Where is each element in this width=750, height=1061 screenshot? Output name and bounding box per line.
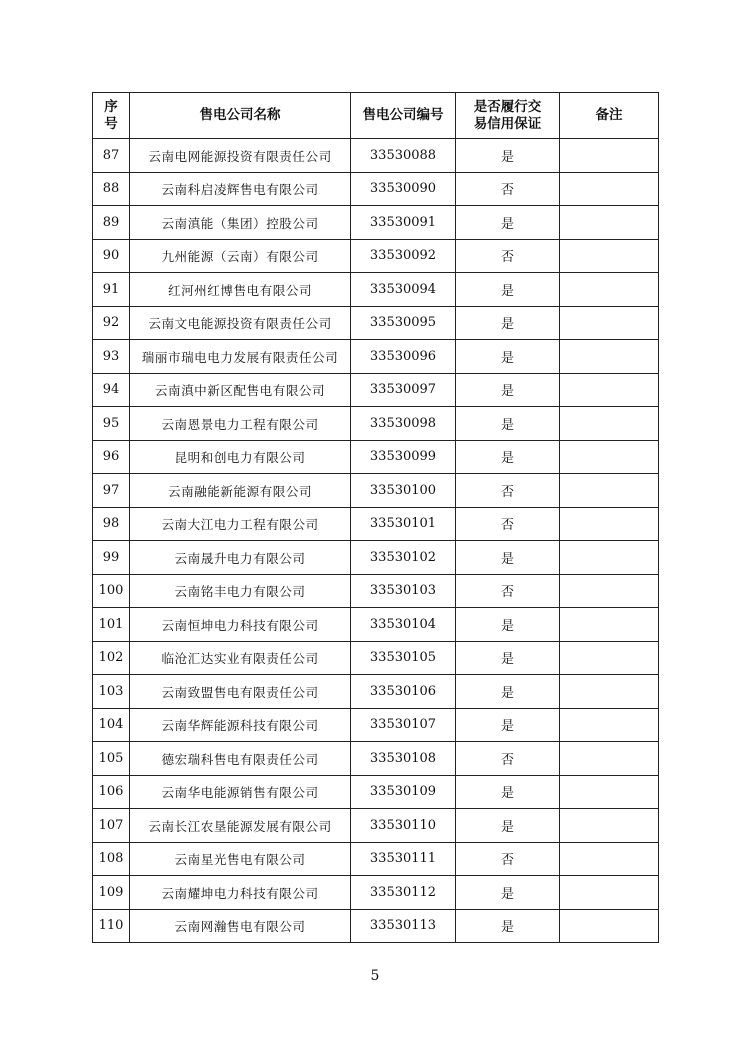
- cell-note: [560, 876, 659, 910]
- cell-name: 瑞丽市瑞电电力发展有限责任公司: [130, 340, 351, 374]
- cell-note: [560, 139, 659, 173]
- cell-no: 97: [93, 474, 130, 508]
- cell-no: 95: [93, 407, 130, 441]
- cell-note: [560, 842, 659, 876]
- cell-guarantee: 是: [456, 206, 560, 240]
- cell-code: 33530103: [351, 574, 456, 608]
- cell-guarantee: 是: [456, 541, 560, 575]
- cell-note: [560, 742, 659, 776]
- cell-name: 云南文电能源投资有限责任公司: [130, 306, 351, 340]
- cell-no: 108: [93, 842, 130, 876]
- cell-guarantee: 是: [456, 407, 560, 441]
- cell-name: 云南致盟售电有限责任公司: [130, 675, 351, 709]
- cell-name: 云南铭丰电力有限公司: [130, 574, 351, 608]
- cell-guarantee: 是: [456, 876, 560, 910]
- table-row: [93, 306, 659, 340]
- cell-guarantee: 是: [456, 273, 560, 307]
- cell-guarantee: 是: [456, 708, 560, 742]
- cell-no: 102: [93, 641, 130, 675]
- cell-name: 云南电网能源投资有限责任公司: [130, 139, 351, 173]
- cell-note: [560, 340, 659, 374]
- cell-code: 33530092: [351, 239, 456, 273]
- table-row: [93, 641, 659, 675]
- cell-name: 临沧汇达实业有限责任公司: [130, 641, 351, 675]
- cell-code: 33530098: [351, 407, 456, 441]
- cell-no: 99: [93, 541, 130, 575]
- cell-no: 90: [93, 239, 130, 273]
- cell-note: [560, 608, 659, 642]
- cell-no: 101: [93, 608, 130, 642]
- cell-no: 110: [93, 909, 130, 943]
- header-code: 售电公司编号: [351, 93, 456, 139]
- cell-note: [560, 273, 659, 307]
- cell-note: [560, 909, 659, 943]
- table-row: [93, 373, 659, 407]
- cell-no: 87: [93, 139, 130, 173]
- cell-guarantee: 否: [456, 574, 560, 608]
- cell-name: 九州能源（云南）有限公司: [130, 239, 351, 273]
- cell-note: [560, 206, 659, 240]
- cell-name: 云南恒坤电力科技有限公司: [130, 608, 351, 642]
- table-row: [93, 675, 659, 709]
- cell-no: 98: [93, 507, 130, 541]
- cell-code: 33530088: [351, 139, 456, 173]
- cell-name: 云南晟升电力有限公司: [130, 541, 351, 575]
- cell-no: 94: [93, 373, 130, 407]
- cell-no: 88: [93, 172, 130, 206]
- cell-code: 33530094: [351, 273, 456, 307]
- cell-guarantee: 是: [456, 675, 560, 709]
- cell-code: 33530100: [351, 474, 456, 508]
- table-row: [93, 407, 659, 441]
- table-row: [93, 273, 659, 307]
- cell-no: 96: [93, 440, 130, 474]
- table-row: [93, 876, 659, 910]
- cell-guarantee: 是: [456, 909, 560, 943]
- cell-code: 33530091: [351, 206, 456, 240]
- table-row: [93, 474, 659, 508]
- cell-guarantee: 是: [456, 306, 560, 340]
- cell-note: [560, 775, 659, 809]
- cell-no: 92: [93, 306, 130, 340]
- cell-guarantee: 是: [456, 139, 560, 173]
- cell-guarantee: 否: [456, 474, 560, 508]
- cell-guarantee: 否: [456, 742, 560, 776]
- cell-name: 云南科启凌辉售电有限公司: [130, 172, 351, 206]
- cell-note: [560, 373, 659, 407]
- cell-name: 云南星光售电有限公司: [130, 842, 351, 876]
- cell-name: 云南耀坤电力科技有限公司: [130, 876, 351, 910]
- cell-name: 德宏瑞科售电有限责任公司: [130, 742, 351, 776]
- cell-guarantee: 是: [456, 641, 560, 675]
- table-row: [93, 775, 659, 809]
- cell-name: 云南网瀚售电有限公司: [130, 909, 351, 943]
- cell-guarantee: 是: [456, 775, 560, 809]
- cell-name: 云南滇中新区配售电有限公司: [130, 373, 351, 407]
- cell-code: 33530112: [351, 876, 456, 910]
- table-header-row: [93, 93, 659, 139]
- table-row: [93, 842, 659, 876]
- cell-code: 33530090: [351, 172, 456, 206]
- cell-code: 33530106: [351, 675, 456, 709]
- cell-code: 33530113: [351, 909, 456, 943]
- cell-no: 104: [93, 708, 130, 742]
- cell-name: 红河州红博售电有限公司: [130, 273, 351, 307]
- table-row: [93, 340, 659, 374]
- cell-note: [560, 541, 659, 575]
- table-row: [93, 239, 659, 273]
- cell-code: 33530104: [351, 608, 456, 642]
- cell-note: [560, 675, 659, 709]
- cell-code: 33530108: [351, 742, 456, 776]
- cell-guarantee: 是: [456, 608, 560, 642]
- cell-code: 33530110: [351, 809, 456, 843]
- cell-code: 33530111: [351, 842, 456, 876]
- cell-no: 107: [93, 809, 130, 843]
- cell-no: 103: [93, 675, 130, 709]
- cell-note: [560, 474, 659, 508]
- cell-name: 云南恩景电力工程有限公司: [130, 407, 351, 441]
- cell-no: 89: [93, 206, 130, 240]
- table-row: [93, 206, 659, 240]
- cell-note: [560, 507, 659, 541]
- table-row: [93, 139, 659, 173]
- cell-name: 云南融能新能源有限公司: [130, 474, 351, 508]
- table-row: [93, 909, 659, 943]
- cell-code: 33530109: [351, 775, 456, 809]
- cell-guarantee: 是: [456, 340, 560, 374]
- cell-guarantee: 是: [456, 809, 560, 843]
- cell-code: 33530097: [351, 373, 456, 407]
- table-row: [93, 541, 659, 575]
- table-row: [93, 507, 659, 541]
- cell-note: [560, 641, 659, 675]
- cell-no: 91: [93, 273, 130, 307]
- company-table: [92, 92, 659, 943]
- header-no-label: 序号: [104, 98, 118, 132]
- header-no: [93, 93, 130, 139]
- cell-guarantee: 否: [456, 842, 560, 876]
- cell-note: [560, 440, 659, 474]
- cell-guarantee: 否: [456, 239, 560, 273]
- cell-no: 100: [93, 574, 130, 608]
- cell-no: 106: [93, 775, 130, 809]
- cell-code: 33530107: [351, 708, 456, 742]
- cell-name: 云南华电能源销售有限公司: [130, 775, 351, 809]
- cell-code: 33530102: [351, 541, 456, 575]
- header-guarantee-label: 是否履行交易信用保证: [473, 98, 542, 132]
- table-row: [93, 809, 659, 843]
- cell-guarantee: 是: [456, 440, 560, 474]
- cell-note: [560, 306, 659, 340]
- cell-code: 33530101: [351, 507, 456, 541]
- cell-code: 33530105: [351, 641, 456, 675]
- cell-note: [560, 574, 659, 608]
- cell-name: 昆明和创电力有限公司: [130, 440, 351, 474]
- table-body: [93, 139, 659, 943]
- cell-no: 105: [93, 742, 130, 776]
- cell-code: 33530096: [351, 340, 456, 374]
- cell-guarantee: 否: [456, 507, 560, 541]
- cell-name: 云南长江农垦能源发展有限公司: [130, 809, 351, 843]
- cell-note: [560, 172, 659, 206]
- cell-name: 云南华辉能源科技有限公司: [130, 708, 351, 742]
- cell-guarantee: 否: [456, 172, 560, 206]
- table-row: [93, 172, 659, 206]
- table-row: [93, 708, 659, 742]
- header-guarantee: [456, 93, 560, 139]
- cell-code: 33530099: [351, 440, 456, 474]
- table-row: [93, 440, 659, 474]
- cell-note: [560, 708, 659, 742]
- cell-guarantee: 是: [456, 373, 560, 407]
- header-note: 备注: [560, 93, 659, 139]
- cell-name: 云南大江电力工程有限公司: [130, 507, 351, 541]
- cell-name: 云南滇能（集团）控股公司: [130, 206, 351, 240]
- cell-note: [560, 407, 659, 441]
- cell-note: [560, 239, 659, 273]
- page-number: 5: [370, 968, 380, 984]
- header-name: 售电公司名称: [130, 93, 351, 139]
- cell-note: [560, 809, 659, 843]
- table-row: [93, 574, 659, 608]
- cell-no: 93: [93, 340, 130, 374]
- table-row: [93, 742, 659, 776]
- cell-no: 109: [93, 876, 130, 910]
- table-row: [93, 608, 659, 642]
- cell-code: 33530095: [351, 306, 456, 340]
